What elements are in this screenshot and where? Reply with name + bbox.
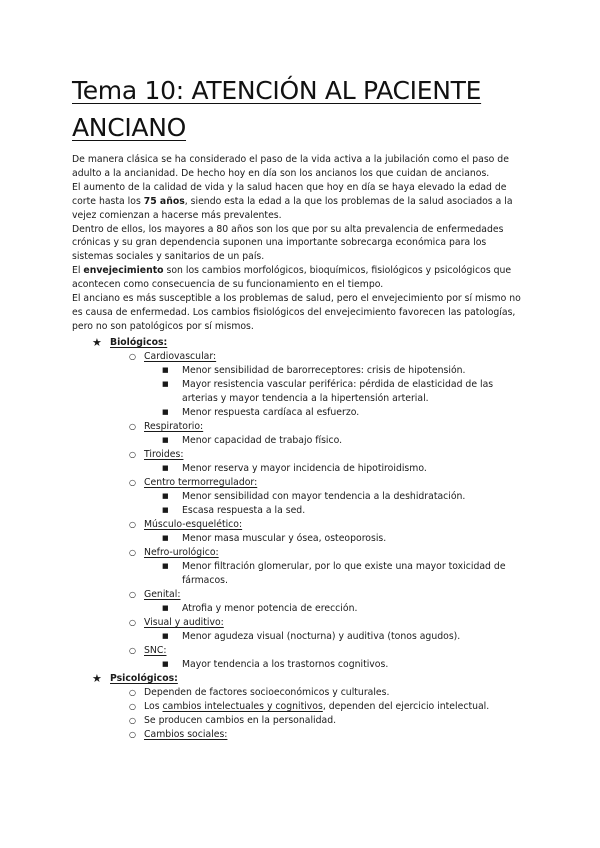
circle-icon: ○ <box>129 646 136 655</box>
circle-icon: ○ <box>129 618 136 627</box>
square-icon: ■ <box>162 660 169 668</box>
circle-icon: ○ <box>129 352 136 361</box>
paragraph: El anciano es más susceptible a los problemas de salud, pero el envejecimiento por sí mismo no es causa de enfermedad. Los cambios fisiológicos del envejecimiento favorecen las patologías, pero no son patológicos por sí mismos. <box>72 293 521 332</box>
square-icon: ■ <box>162 464 169 472</box>
text: , siendo esta la edad a la que los problemas de la salud asociados a la vejez comienzan a hacerse más prevalentes. <box>72 195 513 221</box>
square-icon: ■ <box>162 534 169 542</box>
subsection-label: Músculo-esquelético: <box>144 519 243 530</box>
item-text: Menor sensibilidad de barorreceptores: crisis de hipotensión. <box>182 365 466 376</box>
circle-icon: ○ <box>129 730 136 739</box>
paragraph: Dentro de ellos, los mayores a 80 años son los que por su alta prevalencia de enfermedades crónicas y su gran dependencia suponen una importante sobrecarga económica para los sistemas sociales y sanitarios de un país. <box>72 223 504 263</box>
highlight: envejecimiento <box>83 265 164 277</box>
square-icon: ■ <box>162 632 169 640</box>
circle-icon: ○ <box>129 520 136 529</box>
highlight: 75 años <box>143 195 185 207</box>
item-text: Escasa respuesta a la sed. <box>182 505 306 516</box>
item-text: Menor capacidad de trabajo físico. <box>182 435 343 446</box>
label: Psicológicos: <box>110 673 178 684</box>
item-text: Mayor tendencia a los trastornos cognitivos. <box>182 659 389 670</box>
subsection-label: Tiroides: <box>144 449 184 460</box>
item-text: Menor sensibilidad con mayor tendencia a la deshidratación. <box>182 491 466 502</box>
subsection-label: SNC: <box>144 645 167 656</box>
subsection-label: Nefro-urológico: <box>144 547 219 558</box>
star-icon: ★ <box>92 336 102 349</box>
text: son los cambios morfológicos, bioquímicos, fisiológicos y psicológicos que acontecen como consecuencia de su funcionamiento en el tiempo. <box>72 265 512 291</box>
section-label-psicologicos <box>110 672 178 686</box>
text: , dependen del ejercicio intelectual. <box>322 701 490 712</box>
paragraph: De manera clásica se ha considerado el paso de la vida activa a la jubilación como el paso de adulto a la ancianidad. De hecho hoy en día son los ancianos los que cuidan de ancianos. <box>72 154 509 179</box>
square-icon: ■ <box>162 562 169 570</box>
item-text <box>144 700 489 714</box>
label: Biológicos: <box>110 337 168 348</box>
page-title: Tema 10: ATENCIÓN AL PACIENTE ANCIANO <box>72 76 482 142</box>
item-text: Dependen de factores socioeconómicos y culturales. <box>144 687 390 698</box>
intro-text <box>72 153 528 334</box>
square-icon: ■ <box>162 380 169 388</box>
circle-icon: ○ <box>129 478 136 487</box>
text: El <box>72 265 84 277</box>
subsection-label: Visual y auditivo: <box>144 617 224 628</box>
square-icon: ■ <box>162 408 169 416</box>
circle-icon: ○ <box>129 716 136 725</box>
item-text: Se producen cambios en la personalidad. <box>144 715 337 726</box>
subsection-label: Cambios sociales: <box>144 729 228 740</box>
underlined-text: cambios intelectuales y cognitivos <box>162 701 323 712</box>
square-icon: ■ <box>162 366 169 374</box>
item-text: Menor agudeza visual (nocturna) y auditiva (tonos agudos). <box>182 631 461 642</box>
star-icon: ★ <box>92 672 102 685</box>
square-icon: ■ <box>162 436 169 444</box>
square-icon: ■ <box>162 604 169 612</box>
square-icon: ■ <box>162 492 169 500</box>
circle-icon: ○ <box>129 548 136 557</box>
subsection-label: Cardiovascular: <box>144 351 217 362</box>
item-text: Mayor resistencia vascular periférica: pérdida de elasticidad de las arterias y mayor tendencia a la hipertensión arterial. <box>182 379 494 404</box>
item-text: Menor respuesta cardíaca al esfuerzo. <box>182 407 360 418</box>
text: El aumento de la calidad de vida y la salud hacen que hoy en día se haya elevado la edad de corte hasta los <box>72 181 507 207</box>
square-icon: ■ <box>162 506 169 514</box>
circle-icon: ○ <box>129 688 136 697</box>
circle-icon: ○ <box>129 450 136 459</box>
item-text: Atrofia y menor potencia de erección. <box>182 603 358 614</box>
paragraph <box>72 264 528 292</box>
circle-icon: ○ <box>129 702 136 711</box>
subsection-label: Centro termorregulador: <box>144 477 258 488</box>
circle-icon: ○ <box>129 590 136 599</box>
item-text: Menor reserva y mayor incidencia de hipotiroidismo. <box>182 463 427 474</box>
item-text: Menor filtración glomerular, por lo que existe una mayor toxicidad de fármacos. <box>182 561 506 586</box>
subsection-label: Genital: <box>144 589 181 600</box>
item-text: Menor masa muscular y ósea, osteoporosis. <box>182 533 387 544</box>
subsection-label: Respiratorio: <box>144 421 204 432</box>
text: Los <box>144 701 163 712</box>
circle-icon: ○ <box>129 422 136 431</box>
section-label-biologicos <box>110 336 167 350</box>
paragraph <box>72 181 528 223</box>
